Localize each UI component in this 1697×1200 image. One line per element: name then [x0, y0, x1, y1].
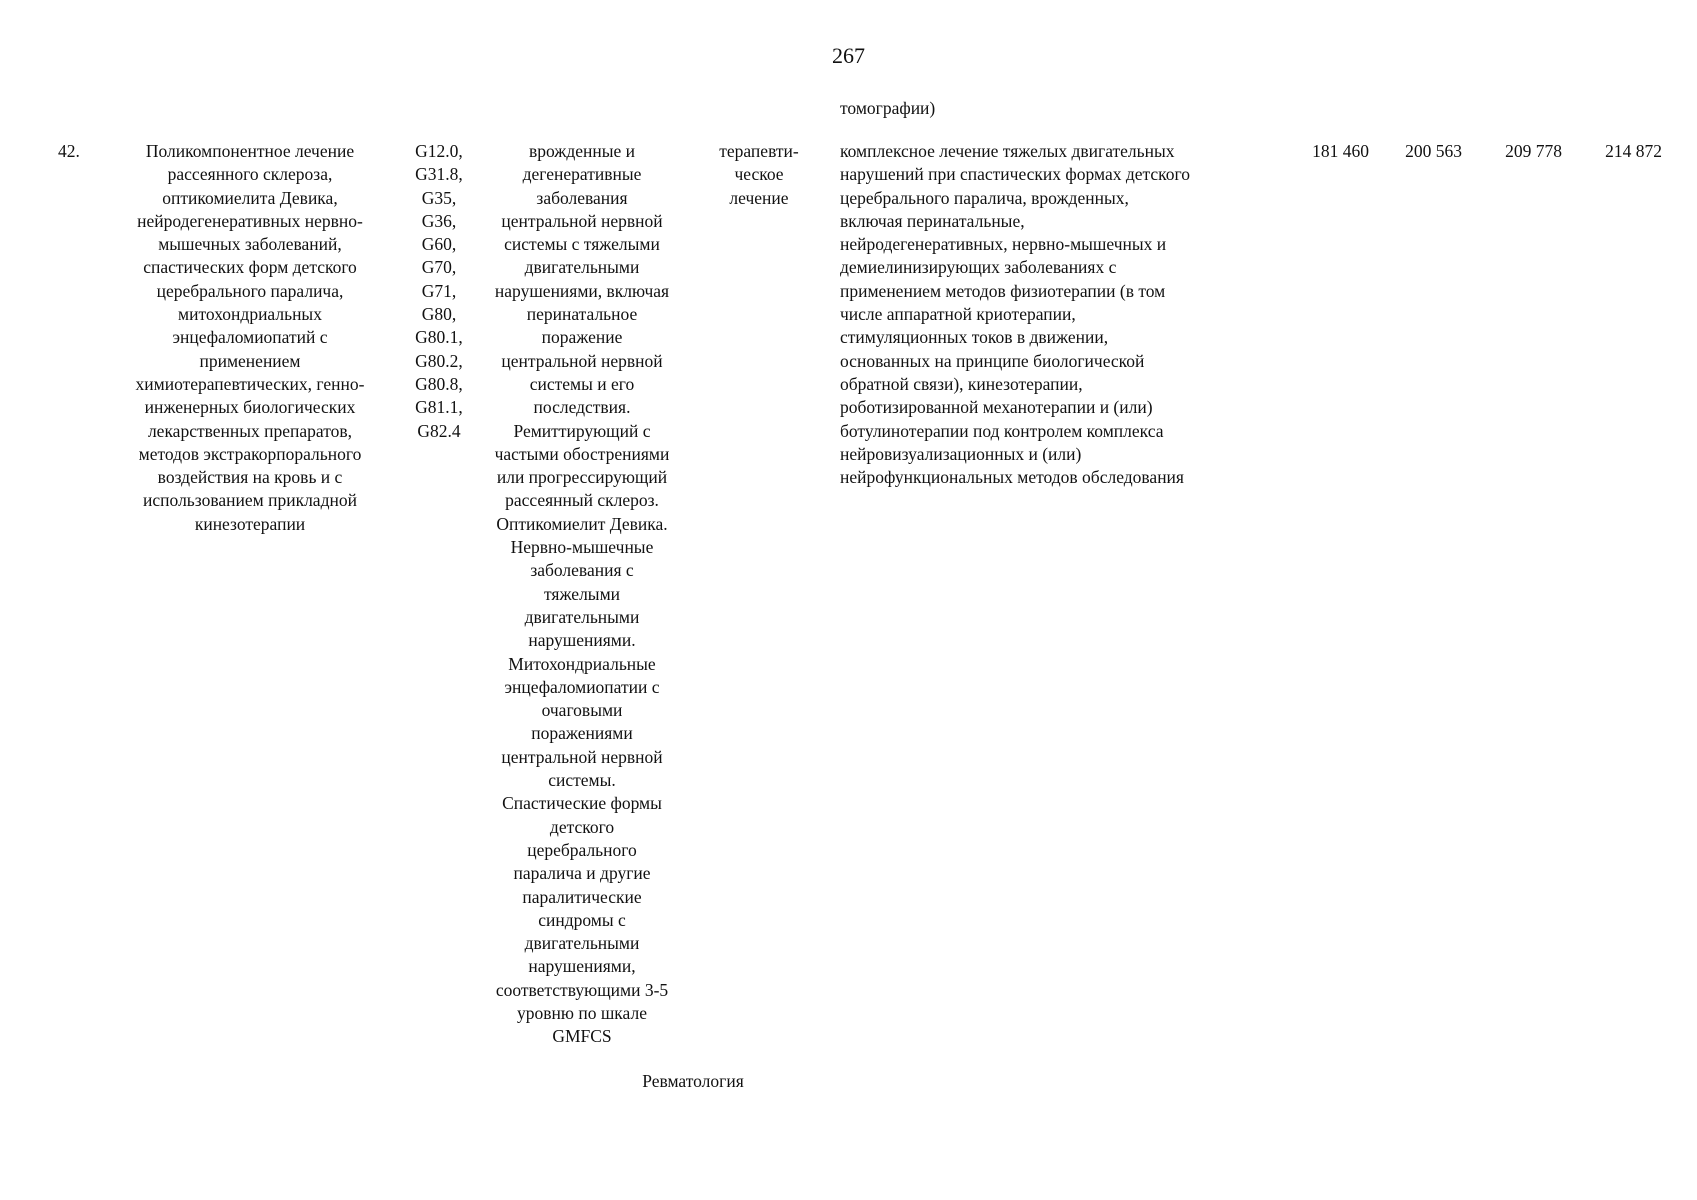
model-line: паралитические	[522, 886, 642, 907]
model-line: двигательными	[524, 933, 640, 954]
model-line: центральной нервной	[501, 210, 663, 231]
model-line: Нервно-мышечные	[510, 537, 654, 558]
icd-code: G71,	[421, 280, 457, 301]
model-line: частыми обострениями	[494, 443, 670, 464]
model-line: Спастические формы	[502, 793, 662, 814]
model-line: перинатальное	[526, 304, 638, 325]
model-line: нарушениями,	[528, 956, 636, 977]
model-line: последствия.	[533, 397, 631, 418]
name-line: воздействия на кровь и с	[157, 467, 343, 488]
cost-value-1: 181 460	[1312, 141, 1369, 161]
model-line: нарушениями, включая	[494, 280, 670, 301]
treatment-method	[840, 140, 1260, 489]
method-line: нарушений при спастических формах детского	[840, 164, 1190, 185]
patient-model	[473, 140, 691, 1049]
model-line: GMFCS	[552, 1026, 612, 1047]
model-line: заболевания с	[530, 560, 634, 581]
treatment-type-line: лечение	[729, 187, 789, 208]
treatment-type-line: ческое	[734, 164, 784, 185]
method-line: обратной связи), кинезотерапии,	[840, 373, 1083, 394]
model-line: системы и его	[529, 373, 635, 394]
name-line: химиотерапевтических, генно-	[135, 373, 365, 394]
row-number: 42.	[58, 141, 80, 161]
model-line: Оптикомиелит Девика.	[496, 513, 668, 534]
method-line: демиелинизирующих заболеваниях с	[840, 257, 1117, 278]
icd-code: G36,	[421, 210, 457, 231]
icd-code: G31.8,	[415, 164, 463, 185]
method-line: церебрального паралича, врожденных,	[840, 187, 1129, 208]
care-type-name	[112, 140, 388, 536]
model-line: паралича и другие	[513, 863, 651, 884]
icd-code: G60,	[421, 234, 457, 255]
name-line: Поликомпонентное лечение	[145, 141, 355, 161]
method-line: включая перинатальные,	[840, 210, 1025, 231]
method-line: нейродегенеративных, нервно-мышечных и	[840, 234, 1167, 255]
method-line: основанных на принципе биологической	[840, 350, 1145, 371]
model-line: синдромы с	[538, 909, 626, 930]
icd-code: G35,	[421, 187, 457, 208]
section-title: Ревматология	[642, 1071, 744, 1091]
name-line: применением	[199, 350, 301, 371]
icd-code: G80.2,	[415, 350, 463, 371]
model-line: дегенеративные	[522, 164, 642, 185]
model-line: или прогрессирующий	[496, 467, 668, 488]
name-line: оптикомиелита Девика,	[162, 187, 338, 208]
model-line: энцефаломиопатии с	[504, 676, 660, 697]
icd-code: G70,	[421, 257, 457, 278]
model-line: нарушениями.	[528, 630, 636, 651]
method-line: применением методов физиотерапии (в том	[840, 280, 1166, 301]
method-line: ботулинотерапии под контролем комплекса	[840, 420, 1164, 441]
name-line: мышечных заболеваний,	[158, 234, 342, 255]
name-line: спастических форм детского	[143, 257, 357, 278]
model-line: поражениями	[531, 723, 633, 744]
model-line: тяжелыми	[543, 583, 621, 604]
cost-value-3: 209 778	[1505, 141, 1562, 161]
model-line: поражение	[541, 327, 623, 348]
name-line: рассеянного склероза,	[167, 164, 333, 185]
icd-code: G80,	[421, 304, 457, 325]
model-line: врожденные и	[528, 141, 636, 161]
method-line: нейрофункциональных методов обследования	[840, 467, 1184, 488]
method-line: числе аппаратной криотерапии,	[840, 304, 1076, 325]
icd-code: G80.1,	[415, 327, 463, 348]
icd-code: G81.1,	[415, 397, 463, 418]
name-line: церебрального паралича,	[156, 280, 344, 301]
model-line: соответствующими 3-5	[495, 979, 669, 1000]
model-line: Митохондриальные	[508, 653, 656, 674]
treatment-type	[704, 140, 814, 210]
model-line: очаговыми	[541, 700, 623, 721]
model-line: Ремиттирующий с	[513, 420, 651, 441]
cost-value-4: 214 872	[1605, 141, 1662, 161]
name-line: нейродегенеративных нервно-	[137, 210, 363, 231]
name-line: использованием прикладной	[143, 490, 357, 511]
page-number: 267	[832, 43, 865, 68]
model-line: системы с тяжелыми	[504, 234, 660, 255]
name-line: методов экстракорпорального	[138, 443, 362, 464]
method-line: комплексное лечение тяжелых двигательных	[840, 141, 1175, 161]
name-line: лекарственных препаратов,	[147, 420, 353, 441]
model-line: уровню по шкале	[517, 1002, 647, 1023]
model-line: центральной нервной	[501, 746, 663, 767]
treatment-type-line: терапевти-	[719, 141, 799, 161]
name-line: кинезотерапии	[194, 513, 306, 534]
cost-value-2: 200 563	[1405, 141, 1462, 161]
icd-code: G80.8,	[415, 373, 463, 394]
name-line: энцефаломиопатий с	[172, 327, 328, 348]
model-line: рассеянный склероз.	[505, 490, 659, 511]
continuation-text: томографии)	[840, 98, 936, 118]
method-line: роботизированной механотерапии и (или)	[840, 397, 1153, 418]
icd-code: G82.4	[417, 420, 461, 441]
model-line: центральной нервной	[501, 350, 663, 371]
icd-codes	[405, 140, 473, 443]
method-line: стимуляционных токов в движении,	[840, 327, 1109, 348]
model-line: заболевания	[536, 187, 628, 208]
method-line: нейровизуализационных и (или)	[840, 443, 1082, 464]
model-line: системы.	[548, 770, 616, 791]
model-line: двигательными	[524, 606, 640, 627]
model-line: двигательными	[524, 257, 640, 278]
name-line: митохондриальных	[178, 304, 322, 325]
model-line: церебрального	[527, 839, 637, 860]
name-line: инженерных биологических	[144, 397, 356, 418]
icd-code: G12.0,	[415, 141, 463, 161]
model-line: детского	[549, 816, 615, 837]
